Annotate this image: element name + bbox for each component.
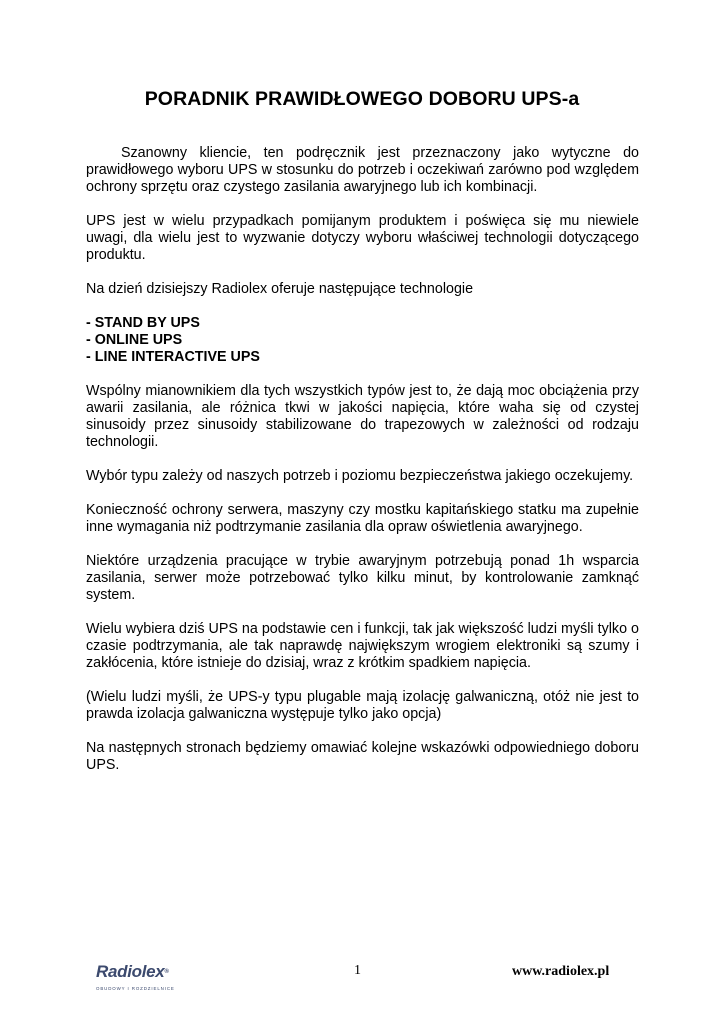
technology-item: - ONLINE UPS [86, 332, 183, 348]
document-title: PORADNIK PRAWIDŁOWEGO DOBORU UPS-a [144, 88, 580, 110]
paragraph-intro: Szanowny kliencie, ten podręcznik jest przeznaczony jako wytyczne do prawidłowego wyboru UPS w stosunku do potrzeb i oczekiwań zarówno pod względem ochrony sprzętu oraz czystego zasilania awaryjnego lub ich kombinacji. [86, 145, 639, 195]
paragraph-galvanic-isolation: (Wielu ludzi myśli, że UPS-y typu plugable mają izolację galwaniczną, otóż nie jest to prawda izolacja galwaniczna występuje tylko jako opcja) [86, 689, 639, 722]
page-number: 1 [354, 963, 361, 978]
paragraph-choice: Wybór typu zależy od naszych potrzeb i poziomu bezpieczeństwa jakiego oczekujemy. [86, 468, 634, 484]
paragraph-selection-criteria: Wielu wybiera dziś UPS na podstawie cen i funkcji, tak jak większość ludzi myśli tylko o czasie podtrzymania, ale tak naprawdę największym wrogiem elektroniki są szumy i zakłócenia, które istnieje do dzisiaj, wraz z krótkim spadkiem napięcia. [86, 621, 639, 671]
paragraph-common-denominator: Wspólny mianownikiem dla tych wszystkich typów jest to, że dają moc obciążenia przy awarii zasilania, ale różnica tkwi w jakości napięcia, które waha się od czystej sinusoidy przez sinusoidy stabilizowane do trapezowych w zależności od rodzaju technologii. [86, 383, 639, 450]
paragraph-ups-overview: UPS jest w wielu przypadkach pomijanym produktem i poświęca się mu niewiele uwagi, dla wielu jest to wyzwanie dotyczy wyboru właściwej technologii dotyczącego produktu. [86, 213, 639, 263]
logo-subtitle: OBUDOWY I ROZDZIELNICE [96, 986, 175, 991]
radiolex-logo [96, 962, 176, 992]
footer-url: www.radiolex.pl [512, 964, 610, 979]
paragraph-requirements: Konieczność ochrony serwera, maszyny czy mostku kapitańskiego statku ma zupełnie inne wymagania niż podtrzymanie zasilania dla opraw oświetlenia awaryjnego. [86, 502, 639, 535]
technology-item: - STAND BY UPS [86, 315, 200, 331]
technology-list [86, 315, 639, 366]
document-body [86, 145, 639, 791]
paragraph-backup-time: Niektóre urządzenia pracujące w trybie awaryjnym potrzebują ponad 1h wsparcia zasilania, serwer może potrzebować tylko kilku minut, by kontrolowanie zamknąć system. [86, 553, 639, 603]
logo-wordmark: Radiolex [96, 962, 165, 981]
registered-mark: ® [164, 969, 169, 975]
technology-item: - LINE INTERACTIVE UPS [86, 349, 260, 365]
paragraph-technologies-intro: Na dzień dzisiejszy Radiolex oferuje następujące technologie [86, 281, 474, 297]
paragraph-next-pages: Na następnych stronach będziemy omawiać kolejne wskazówki odpowiedniego doboru UPS. [86, 740, 639, 773]
